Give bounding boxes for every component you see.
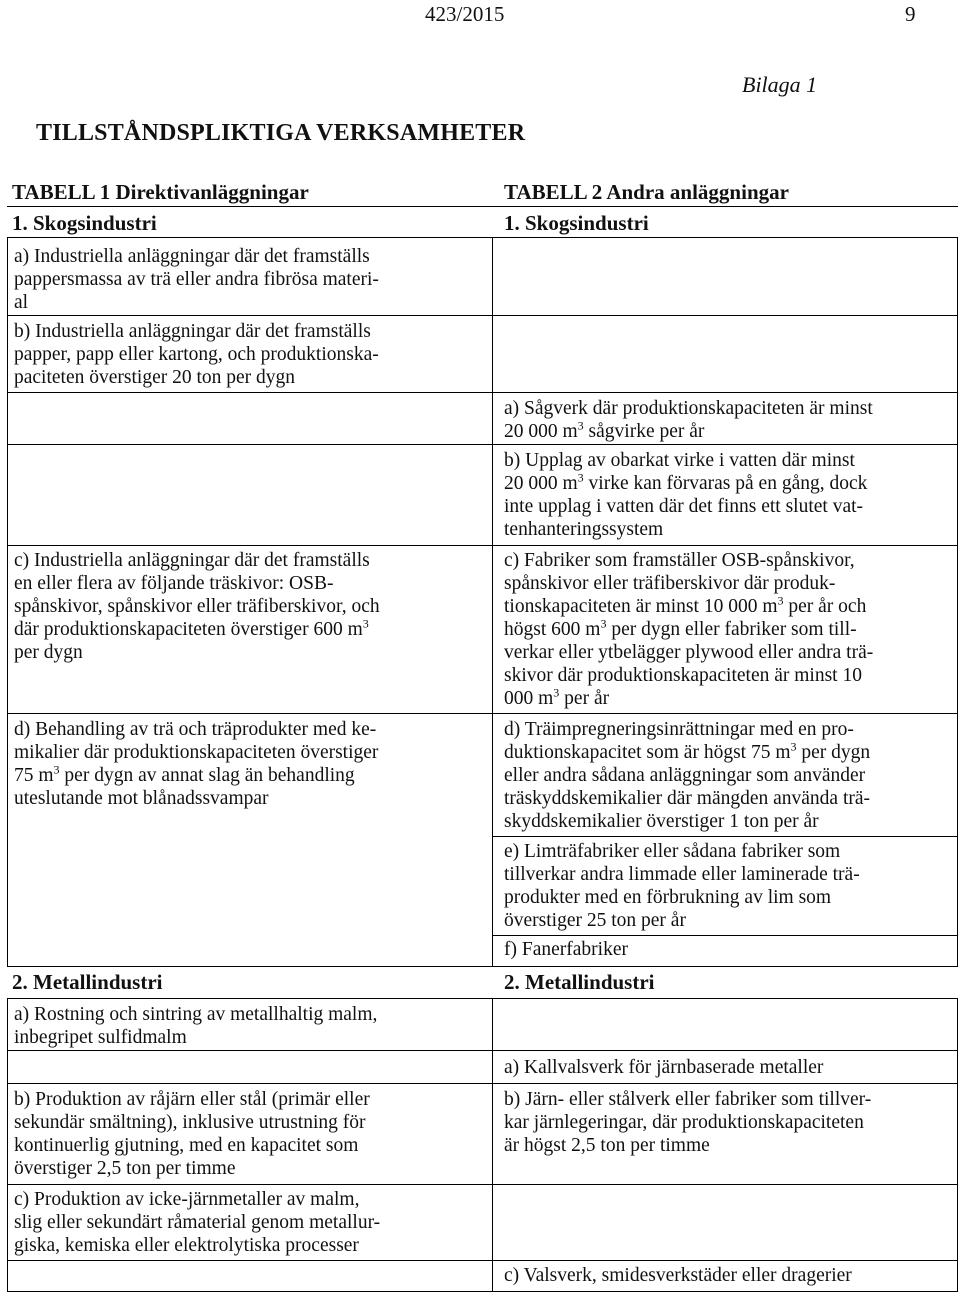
left-cell-1a: a) Industriella anläggningar där det framställs pappersmassa av trä eller andra fibrösa materi- al [14,246,379,313]
table2-title: TABELL 2 Andra anläggningar [504,180,789,204]
left-cell-1b: b) Industriella anläggningar där det framställs papper, papp eller kartong, och produktionska- paciteten överstiger 20 ton per dygn [14,321,379,388]
section-title-left-2: 2. Metallindustri [12,970,163,994]
table-rule [7,237,958,238]
table-rule [7,444,958,445]
right-cell-2a: a) Kallvalsverk för järnbaserade metaller [504,1057,824,1078]
table-border [957,998,958,1291]
table-rule [7,1260,958,1261]
right-cell-1b: b) Upplag av obarkat virke i vatten där minst 20 000 $m^3$ virke kan förvaras på en gång, dock inte upplag i vatten där det finns ett slutet vat- tenhanteringssystem [504,450,868,540]
table-rule [7,545,958,546]
right-cell-1e: e) Limträfabriker eller sådana fabriker som tillverkar andra limmade eller laminerade trä- produkter med en förbrukning av lim som överstiger 25 ton per år [504,841,860,931]
table-rule [7,713,958,714]
table-rule [7,1184,958,1185]
table-rule [7,1050,958,1051]
document-number: 423/2015 [425,2,505,26]
table-rule [7,1083,958,1084]
section-title-left-1: 1. Skogsindustri [12,211,157,235]
left-cell-1c: c) Industriella anläggningar där det framställs en eller flera av följande träskivor: OSB- spånskivor, spånskivor eller träfiberskivor, och där produktionskapaciteten överstiger 600 $m^3$ per dygn [14,550,380,663]
table1-title: TABELL 1 Direktivanläggningar [12,180,309,204]
left-cell-2c: c) Produktion av icke-järnmetaller av malm, slig eller sekundärt råmaterial genom metallur- giska, kemiska eller elektrolytiska processer [14,1189,381,1256]
table-rule [7,998,958,999]
document-title: TILLSTÅNDSPLIKTIGA VERKSAMHETER [36,120,526,146]
right-cell-1d: d) Träimpregneringsinrättningar med en pro- duktionskapacitet som är högst 75 $m^3$ per dygn eller andra sådana anläggningar som använder träskyddskemikalier där mängden använda trä- skyddskemikalier överstiger 1 ton per år [504,719,871,832]
right-cell-2b: b) Järn- eller stålverk eller fabriker som tillver- kar järnlegeringar, där produktionskapaciteten är högst 2,5 ton per timme [504,1089,872,1156]
table-rule [7,392,958,393]
table-border [492,237,493,966]
section-title-right-2: 2. Metallindustri [504,970,655,994]
right-cell-1c: c) Fabriker som framställer OSB-spånskivor, spånskivor eller träfiberskivor där produk- tionskapaciteten är minst 10 000 $m^3$ per år och högst 600 $m^3$ per dygn eller fabriker som till- verkar eller ytbelägger plywood eller andra trä- skivor där produktionskapaciteten är minst 10 000 $m^3$ per år [504,550,874,709]
right-cell-2c: c) Valsverk, smidesverkstäder eller dragerier [504,1265,852,1286]
table-border [957,237,958,966]
left-cell-2a: a) Rostning och sintring av metallhaltig malm, inbegripet sulfidmalm [14,1004,378,1048]
table-border [492,998,493,1291]
section-title-right-1: 1. Skogsindustri [504,211,649,235]
annex-label: Bilaga 1 [742,72,818,97]
left-cell-2b: b) Produktion av råjärn eller stål (primär eller sekundär smältning), inklusive utrustning för kontinuerlig gjutning, med en kapacitet som överstiger 2,5 ton per timme [14,1089,370,1179]
table-border [7,998,8,1291]
right-cell-1a: a) Sågverk där produktionskapaciteten är minst 20 000 $m^3$ sågvirke per år [504,398,873,442]
left-cell-1d: d) Behandling av trä och träprodukter med ke- mikalier där produktionskapaciteten överstiger 75 $m^3$ per dygn av annat slag än behandling uteslutande mot blånadssvampar [14,719,379,809]
table-rule [7,966,958,967]
page-number: 9 [905,2,916,26]
table-rule [7,1291,958,1292]
table-rule [492,935,958,936]
table-border [7,237,8,966]
table-rule [7,315,958,316]
table-rule [7,206,958,207]
table-rule [492,836,958,837]
right-cell-1f: f) Fanerfabriker [504,939,628,960]
